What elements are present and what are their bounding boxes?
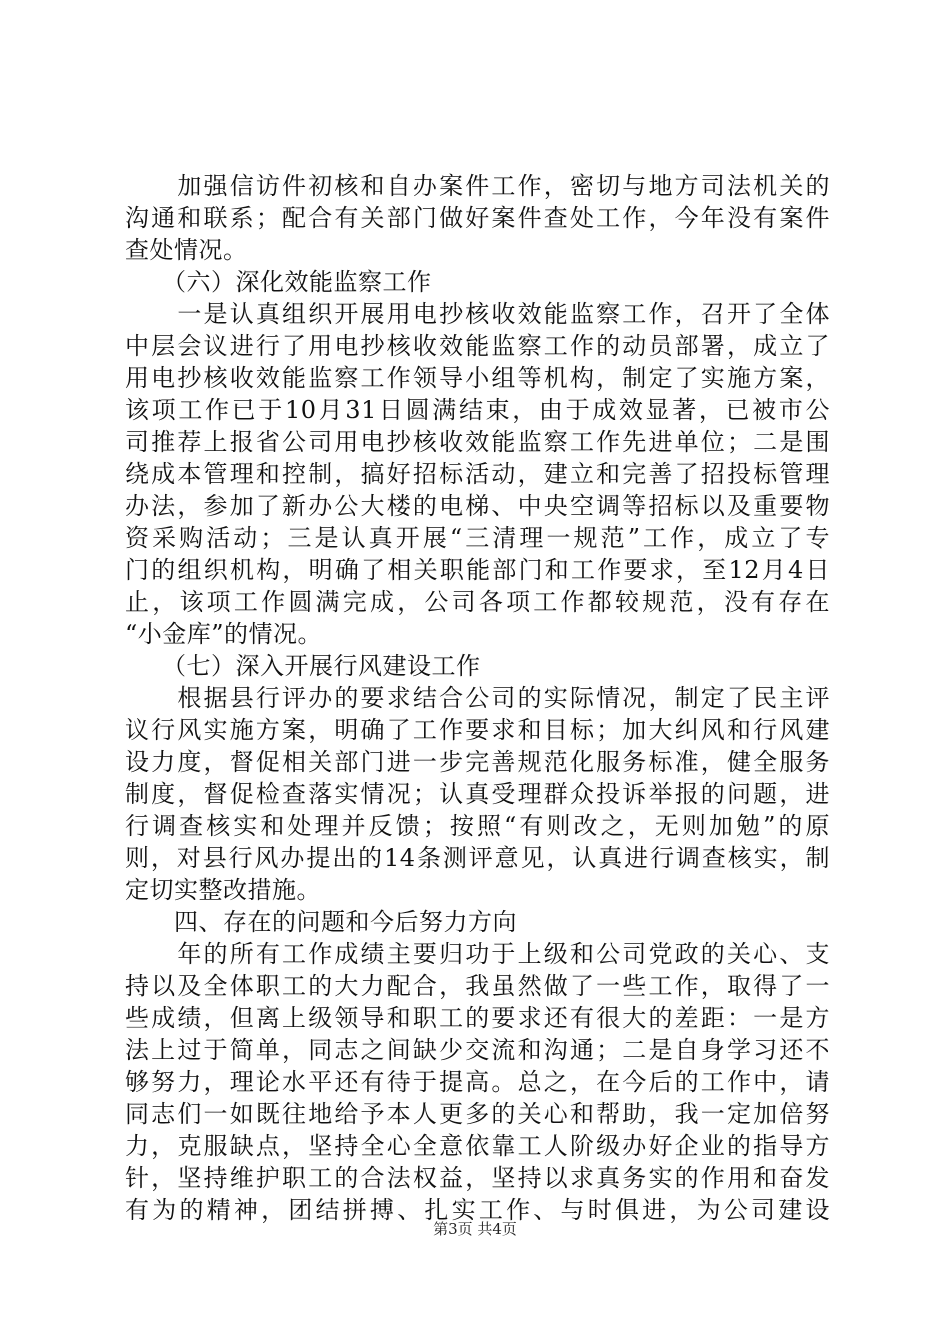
body-text-line: 些成绩，但离上级领导和职工的要求还有很大的差距：一是方 [125, 1004, 830, 1032]
body-text-line: 年的所有工作成绩主要归功于上级和公司党政的关心、支 [125, 940, 830, 968]
body-text-line: 止，该项工作圆满完成，公司各项工作都较规范，没有存在 [125, 588, 830, 616]
body-text-line: 加强信访件初核和自办案件工作，密切与地方司法机关的 [125, 172, 830, 200]
body-text-line: “小金库”的情况。 [125, 620, 323, 648]
page-footer: 第3页 共4页 [433, 1220, 517, 1238]
body-text-line: 该项工作已于10月31日圆满结束，由于成效显著，已被市公 [125, 396, 830, 424]
body-text-line: 针，坚持维护职工的合法权益，坚持以求真务实的作用和奋发 [125, 1164, 830, 1192]
body-text-line: 中层会议进行了用电抄核收效能监察工作的动员部署，成立了 [125, 332, 830, 360]
body-text-line: 一是认真组织开展用电抄核收效能监察工作，召开了全体 [125, 300, 830, 328]
body-text-line: 沟通和联系；配合有关部门做好案件查处工作，今年没有案件 [125, 204, 830, 232]
body-text-line: 则，对县行风办提出的14条测评意见，认真进行调查核实，制 [125, 844, 830, 872]
body-text-line: 制度，督促检查落实情况；认真受理群众投诉举报的问题，进 [125, 780, 830, 808]
body-text-line: 资采购活动；三是认真开展“三清理一规范”工作，成立了专 [125, 524, 830, 552]
body-text-line: 力，克服缺点，坚持全心全意依靠工人阶级办好企业的指导方 [125, 1132, 830, 1160]
body-text-line: 法上过于简单，同志之间缺少交流和沟通；二是自身学习还不 [125, 1036, 830, 1064]
body-text-line: 同志们一如既往地给予本人更多的关心和帮助，我一定加倍努 [125, 1100, 830, 1128]
body-text-line: 设力度，督促相关部门进一步完善规范化服务标准，健全服务 [125, 748, 830, 776]
body-text-line: 够努力，理论水平还有待于提高。总之，在今后的工作中，请 [125, 1068, 830, 1096]
body-text-line: （七）深入开展行风建设工作 [125, 652, 481, 680]
body-text-line: 用电抄核收效能监察工作领导小组等机构，制定了实施方案， [125, 364, 830, 392]
body-text-line: 查处情况。 [125, 236, 248, 264]
body-text-line: 定切实整改措施。 [125, 876, 321, 904]
body-text-line: 议行风实施方案，明确了工作要求和目标；加大纠风和行风建 [125, 716, 830, 744]
body-text-line: 四、存在的问题和今后努力方向 [125, 908, 517, 936]
body-text-line: 有为的精神，团结拼搏、扎实工作、与时俱进，为公司建设 [125, 1196, 830, 1224]
body-text-line: 司推荐上报省公司用电抄核收效能监察工作先进单位；二是围 [125, 428, 830, 456]
body-text-line: 办法，参加了新办公大楼的电梯、中央空调等招标以及重要物 [125, 492, 830, 520]
body-text-line: 持以及全体职工的大力配合，我虽然做了一些工作，取得了一 [125, 972, 830, 1000]
document-body [125, 170, 830, 1226]
body-text-line: 绕成本管理和控制，搞好招标活动，建立和完善了招投标管理 [125, 460, 830, 488]
body-text-line: 行调查核实和处理并反馈；按照“有则改之，无则加勉”的原 [125, 812, 830, 840]
body-text-line: 根据县行评办的要求结合公司的实际情况，制定了民主评 [125, 684, 830, 712]
body-text-line: 门的组织机构，明确了相关职能部门和工作要求，至12月4日 [125, 556, 830, 584]
body-text-line: （六）深化效能监察工作 [125, 268, 432, 296]
